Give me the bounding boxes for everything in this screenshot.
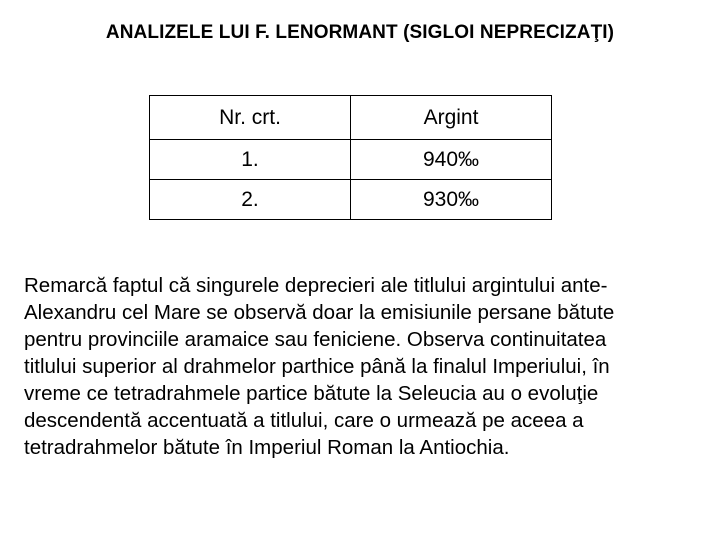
remark-paragraph	[24, 272, 720, 461]
row-1-argint: 940‰	[351, 140, 552, 180]
remark-line-3: pentru provinciile aramaice sau feniciene. Observa continuitatea	[24, 328, 607, 351]
header-argint: Argint	[351, 96, 552, 140]
remark-line-6: descendentă accentuată a titlului, care o urmează pe aceea a	[24, 409, 584, 432]
remark-line-2: Alexandru cel Mare se observă doar la emisiunile persane bătute	[24, 301, 615, 324]
row-1-nr: 1.	[150, 140, 351, 180]
page-title: ANALIZELE LUI F. LENORMANT (SIGLOI NEPRECIZAŢI)	[105, 22, 615, 43]
row-2-nr: 2.	[150, 180, 351, 220]
remark-line-7: tetradrahmelor bătute în Imperiul Roman la Antiochia.	[24, 436, 510, 459]
remark-line-5: vreme ce tetradrahmele partice bătute la Seleucia au o evoluţie	[24, 382, 599, 405]
silver-analysis-table	[149, 95, 552, 220]
remark-line-4: titlului superior al drahmelor parthice până la finalul Imperiului, în	[24, 355, 610, 378]
header-nr-crt: Nr. crt.	[150, 96, 351, 140]
table-header-row	[150, 96, 552, 140]
table-row	[150, 140, 552, 180]
remark-line-1: Remarcă faptul că singurele deprecieri ale titlului argintului ante-	[24, 274, 608, 297]
table-row	[150, 180, 552, 220]
row-2-argint: 930‰	[351, 180, 552, 220]
